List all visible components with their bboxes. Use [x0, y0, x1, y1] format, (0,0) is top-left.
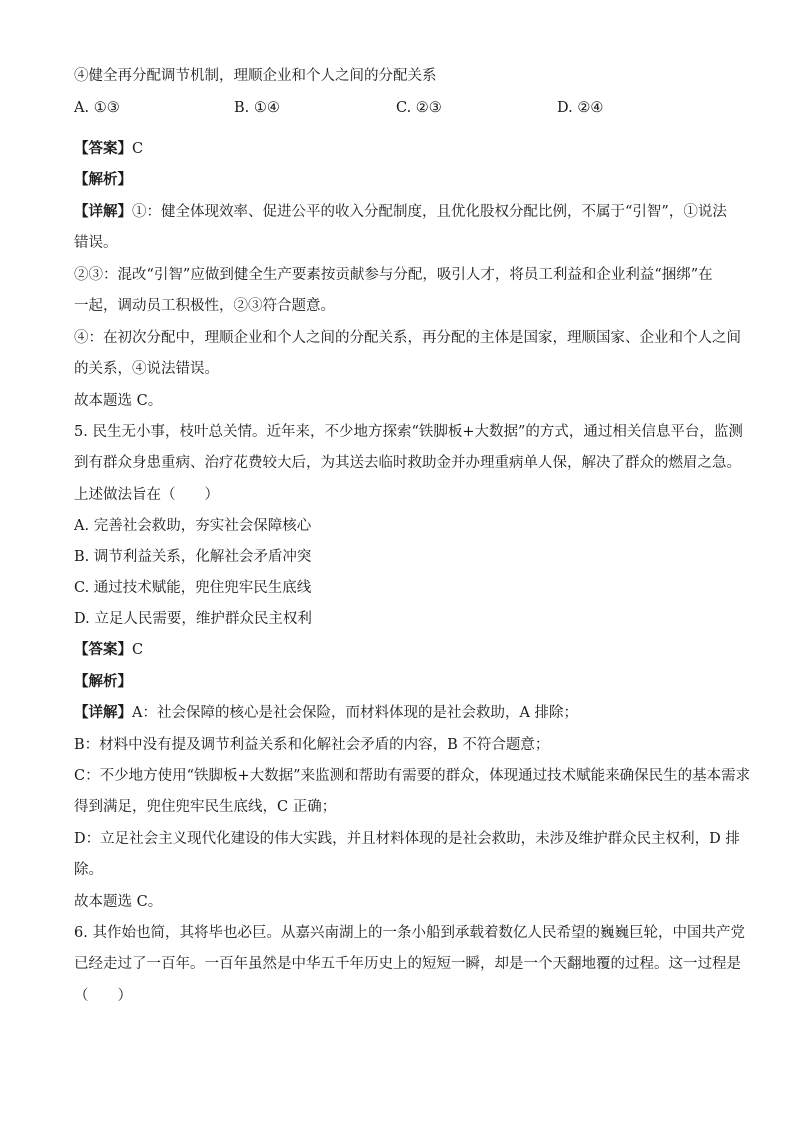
q5-detail-line-2: B：材料中没有提及调节利益关系和化解社会矛盾的内容，B 不符合题意； — [74, 737, 550, 753]
answer-tag: 【答案】 — [74, 641, 132, 658]
q4-option-c: C. ②③ — [396, 100, 442, 116]
detail-tag: 【详解】 — [74, 704, 132, 721]
q4-detail-line-4: 一起，调动员工积极性，②③符合题意。 — [74, 298, 335, 314]
q4-detail-line-6: 的关系，④说法错误。 — [74, 361, 219, 377]
q4-option-a: A. ①③ — [74, 100, 120, 116]
q6-stem-line-2: 已经走过了一百年。一百年虽然是中华五千年历史上的短短一瞬，却是一个天翻地覆的过程。这一过程是 — [74, 956, 741, 972]
q6-stem-line-1: 6. 其作始也简，其将毕也必巨。从嘉兴南湖上的一条小船到承载着数亿人民希望的巍巍巨轮，中国共产党 — [74, 925, 745, 941]
q5-option-c: C. 通过技术赋能，兜住兜牢民生底线 — [74, 580, 312, 596]
q4-analysis-tag: 【解析】 — [74, 171, 132, 188]
q4-detail-line-5: ④：在初次分配中，理顺企业和个人之间的分配关系，再分配的主体是国家，理顺国家、企业和个人之间 — [74, 330, 741, 346]
q5-analysis-tag: 【解析】 — [74, 673, 132, 690]
q5-option-d: D. 立足人民需要，维护群众民主权利 — [74, 611, 312, 627]
answer-value: C — [132, 141, 144, 157]
q4-statement-4: ④健全再分配调节机制，理顺企业和个人之间的分配关系 — [74, 68, 437, 84]
q6-stem-line-3: （ ） — [74, 988, 132, 1004]
q5-answer — [74, 640, 143, 660]
q4-detail-line-3: ②③：混改“引智”应做到健全生产要素按贡献参与分配，吸引人才，将员工利益和企业利益“捆绑”在 — [74, 267, 713, 283]
q5-detail-line-5: D：立足社会主义现代化建设的伟大实践，并且材料体现的是社会救助，未涉及维护群众民主权利，D 排 — [74, 831, 740, 847]
q5-detail-line-6: 除。 — [74, 862, 103, 878]
q4-option-d: D. ②④ — [557, 100, 604, 116]
q5-conclusion: 故本题选 C。 — [74, 894, 163, 910]
q4-conclusion: 故本题选 C。 — [74, 393, 163, 409]
q4-detail-line-2: 错误。 — [74, 235, 118, 251]
q5-detail-line-1 — [74, 703, 578, 723]
detail-tag: 【详解】 — [74, 203, 132, 220]
q4-answer — [74, 139, 143, 159]
q4-detail-line-1 — [74, 202, 727, 222]
answer-value: C — [132, 642, 144, 658]
q5-stem-line-2: 到有群众身患重病、治疗花费较大后，为其送去临时救助金并办理重病单人保，解决了群众的燃眉之急。 — [74, 455, 741, 471]
q5-detail-line-4: 得到满足，兜住兜牢民生底线，C 正确； — [74, 799, 337, 815]
answer-tag: 【答案】 — [74, 140, 132, 157]
q5-option-a: A. 完善社会救助，夯实社会保障核心 — [74, 518, 312, 534]
q4-option-b: B. ①④ — [234, 100, 280, 116]
q5-option-b: B. 调节利益关系，化解社会矛盾冲突 — [74, 549, 312, 565]
detail-text: A：社会保障的核心是社会保险，而材料体现的是社会救助，A 排除； — [132, 705, 579, 721]
q5-stem-line-1: 5. 民生无小事，枝叶总关情。近年来，不少地方探索“铁脚板+大数据”的方式，通过相关信息平台，监测 — [74, 424, 743, 440]
detail-text: ①：健全体现效率、促进公平的收入分配制度，且优化股权分配比例，不属于“引智”，①说法 — [132, 204, 727, 220]
q5-detail-line-3: C：不少地方使用“铁脚板+大数据”来监测和帮助有需要的群众，体现通过技术赋能来确保民生的基本需求 — [74, 768, 751, 784]
q5-stem-line-3: 上述做法旨在（ ） — [74, 487, 219, 503]
